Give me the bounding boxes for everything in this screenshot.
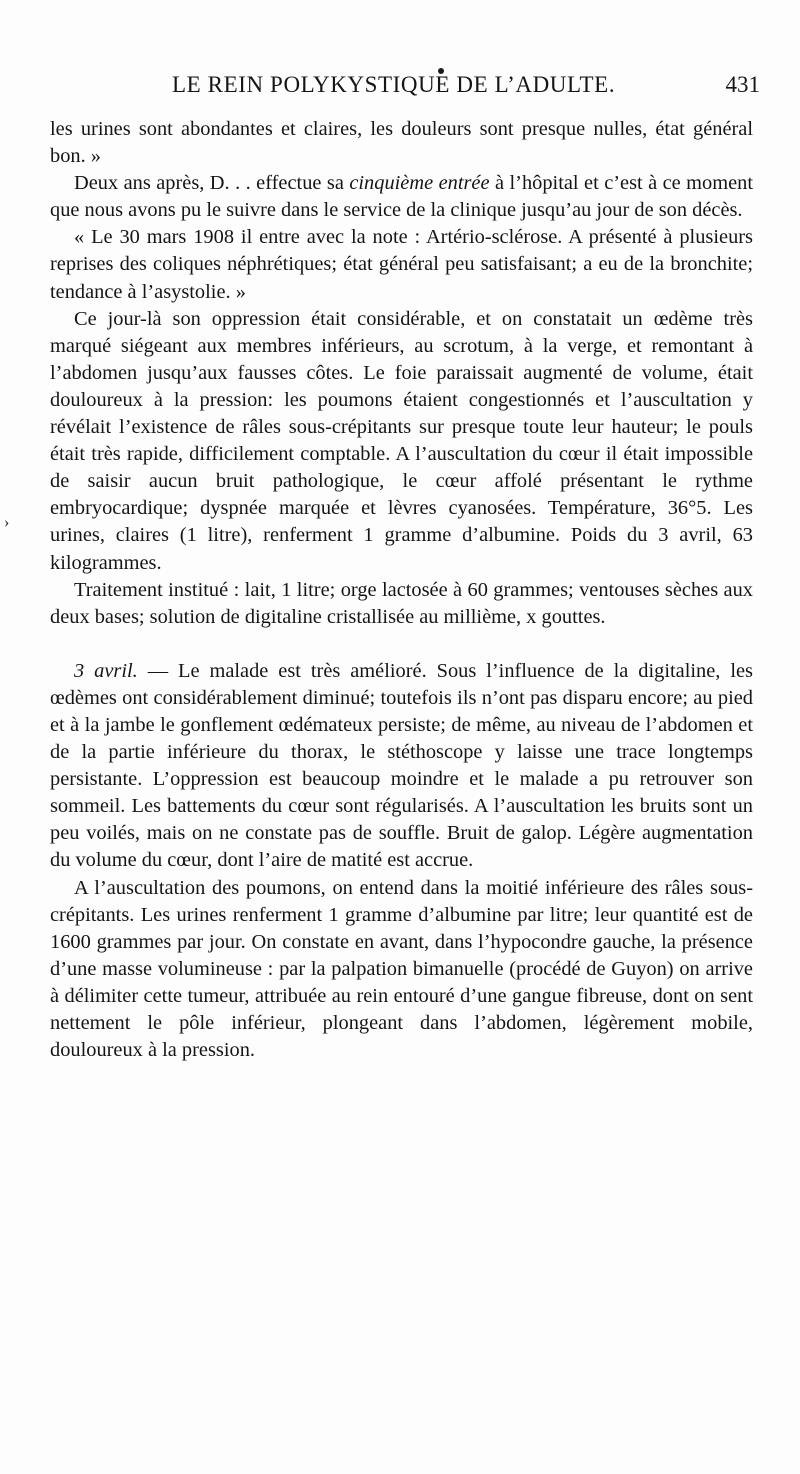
date-april-3: 3 avril. [74,659,138,682]
page-number: 431 [725,72,760,97]
emphasis-fifth-entry: cinquième entrée [349,172,490,195]
paragraph-april-3 [50,658,753,875]
running-title: LE REIN POLYKYSTIQUE DE L’ADULTE. [172,72,616,97]
paragraph-continuation: les urines sont abondantes et claires, les douleurs sont presque nulles, état général bon. » [50,118,753,168]
paragraph-fifth-entry [50,170,753,224]
paragraph-clinical-exam: Ce jour-là son oppression était considérable, et on constatait un œdème très marqué siégeant aux membres inférieurs, au scrotum, à la verge, et remontant à l’abdomen jusqu’aux fausses côtes. Le foie paraissait augmenté de volume, était douloureux à la pression: les poumons étaient congestionnés et l’auscultation y révélait l’existence de râles sous-crépitants sur presque toute leur hauteur; le pouls était très rapide, difficilement comptable. A l’auscultation du cœur il était impossible de saisir aucun bruit pathologique, le cœur affolé présentant le rythme embryocardique; dyspnée marquée et lèvres cyanosées. Température, 36°5. Les urines, claires (1 litre), renferment 1 gramme d’albumine. Poids du 3 avril, 63 kilogrammes. [50,307,753,574]
page-header [50,72,766,106]
body-text [50,116,753,1064]
paragraph-treatment: Traitement institué : lait, 1 litre; orge lactosée à 60 grammes; ventouses sèches aux deux bases; solution de digitaline cristallisée au millième, x gouttes. [50,578,753,628]
margin-mark: › [4,514,10,531]
paragraph-admission-note: « Le 30 mars 1908 il entre avec la note : Artério-sclérose. A présenté à plusieurs reprises des coliques néphrétiques; état général peu satisfaisant; a eu de la bronchite; tendance à l’asystolie. » [50,226,753,303]
paragraph-april-3-body: — Le malade est très amélioré. Sous l’influence de la digitaline, les œdèmes ont considérablement diminué; toutefois ils n’ont pas disparu encore; au pied et à la jambe le gonflement œdémateux persiste; de même, au niveau de l’abdomen et de la partie inférieure du thorax, le stéthoscope y laisse une trace longtemps persistante. L’oppression est beaucoup moindre et le malade a pu retrouver son sommeil. Les battements du cœur sont régularisés. A l’auscultation les bruits sont un peu voilés, mais on ne constate pas de souffle. Bruit de galop. Légère augmentation du volume du cœur, dont l’aire de matité est accrue. [50,659,753,872]
paragraph-fifth-entry-start: Deux ans après, D. . . effectue sa [74,172,350,195]
paragraph-lung-auscultation: A l’auscultation des poumons, on entend dans la moitié inférieure des râles sous-crépitants. Les urines renferment 1 gramme d’albumine par litre; leur quantité est de 1600 grammes par jour. On constate en avant, dans l’hypocondre gauche, la présence d’une masse volumineuse : par la palpation bimanuelle (procédé de Guyon) on arrive à délimiter cette tumeur, attribuée au rein entouré d’une gangue fibreuse, dont on sent nettement le pôle inférieur, plongeant dans l’abdomen, légèrement mobile, douloureux à la pression. [50,876,753,1062]
paragraph-fifth-entry-end: à l’hôpital et c’est à ce moment que nous avons pu le suivre dans le service de la clinique jusqu’au jour de son décès. [50,172,754,222]
